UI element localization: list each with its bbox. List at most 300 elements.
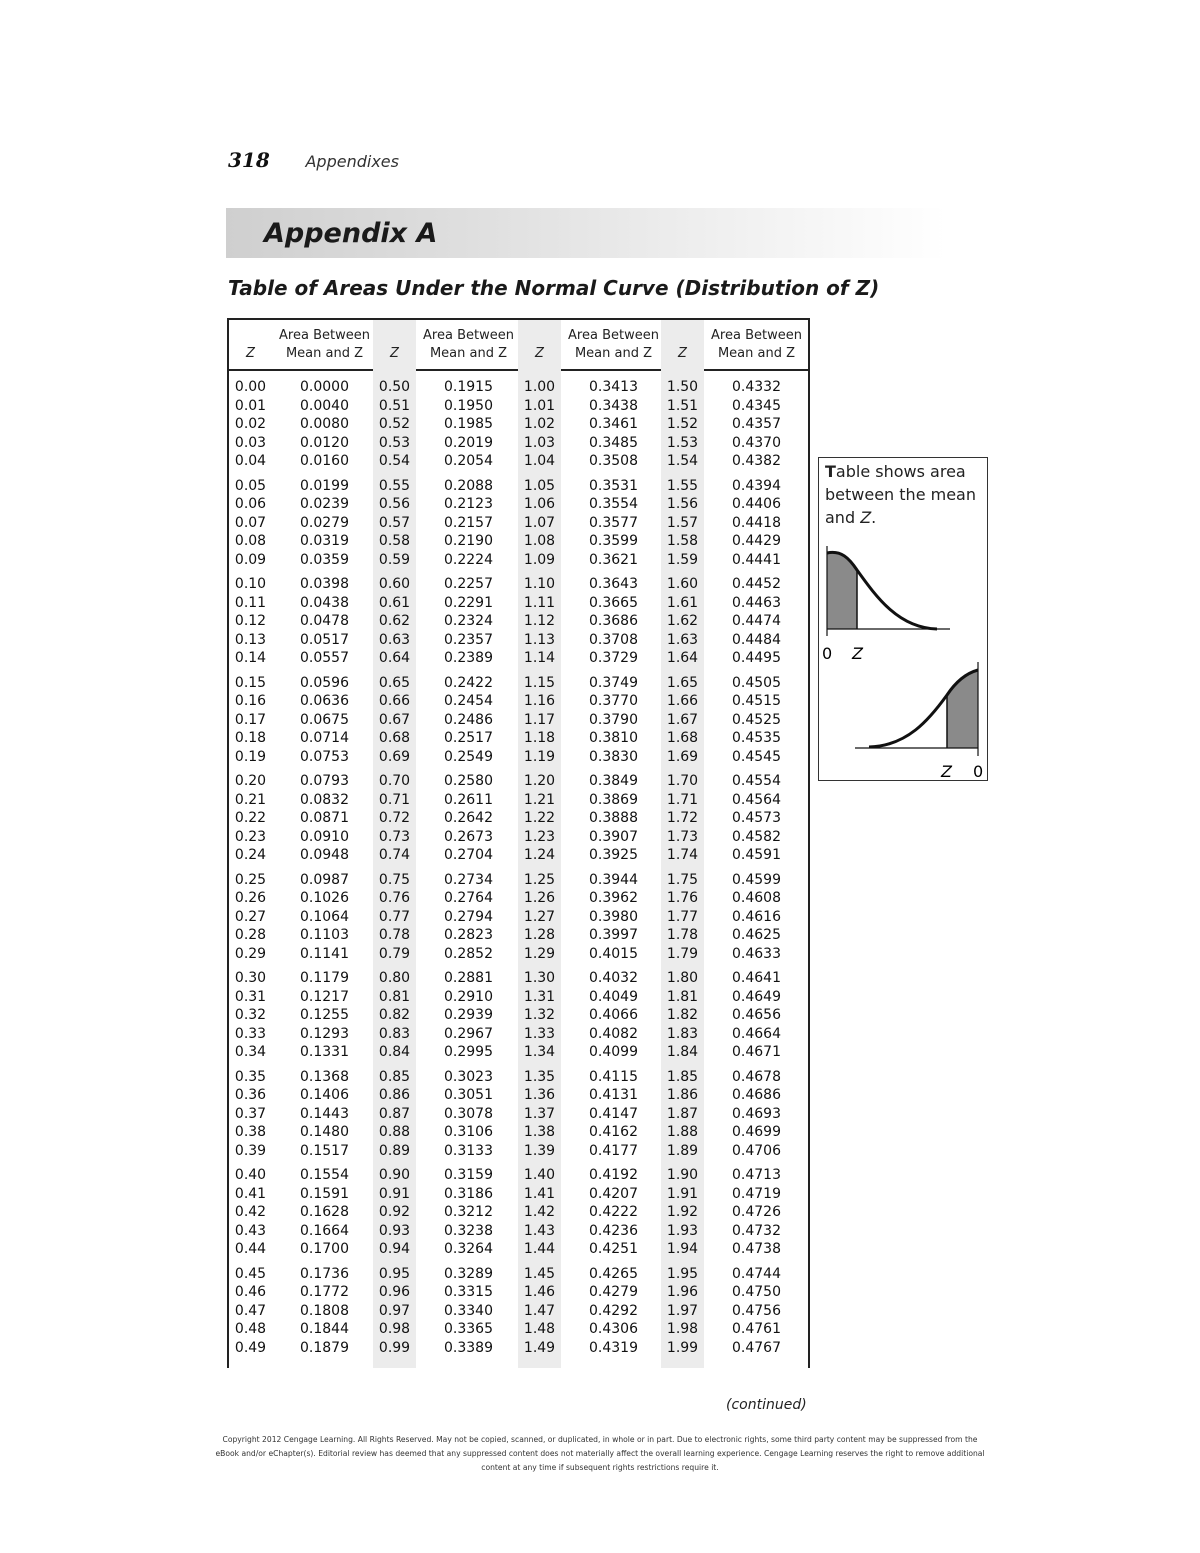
z-value: 1.07 xyxy=(523,514,556,531)
z-value: 1.87 xyxy=(666,1105,699,1122)
z-value: 1.40 xyxy=(523,1167,556,1183)
area-value: 0.1700 xyxy=(300,1241,349,1258)
caption-end: . xyxy=(871,508,877,527)
z-value: 1.05 xyxy=(523,477,556,494)
z-value: 1.16 xyxy=(523,693,556,710)
z-value: 1.77 xyxy=(666,908,699,925)
z-value: 0.65 xyxy=(378,674,411,691)
area-value: 0.4049 xyxy=(589,988,638,1005)
area-value: 0.1406 xyxy=(300,1087,349,1104)
fig2-label-z: Z xyxy=(941,762,952,780)
area-value: 0.4713 xyxy=(732,1167,781,1183)
caption-initial: T xyxy=(825,462,836,481)
z-value: 1.48 xyxy=(523,1321,556,1338)
z-value: 0.50 xyxy=(378,379,411,395)
table-row xyxy=(229,453,808,472)
header-area-line1: Area Between xyxy=(423,328,514,343)
table-row xyxy=(229,989,808,1008)
header-area-line2: Mean and Z xyxy=(717,346,796,361)
table-row xyxy=(229,552,808,571)
area-value: 0.1554 xyxy=(300,1167,349,1183)
z-value: 1.13 xyxy=(523,631,556,648)
z-value: 1.80 xyxy=(666,970,699,986)
z-value: 1.43 xyxy=(523,1222,556,1239)
z-value: 0.93 xyxy=(378,1222,411,1239)
area-value: 0.1141 xyxy=(300,945,349,962)
area-value: 0.3599 xyxy=(589,533,638,550)
z-value: 0.87 xyxy=(378,1105,411,1122)
area-value: 0.4767 xyxy=(732,1339,781,1356)
area-value: 0.4664 xyxy=(732,1025,781,1042)
area-value: 0.1950 xyxy=(444,397,493,414)
area-value: 0.4406 xyxy=(732,496,781,513)
z-value: 1.68 xyxy=(666,730,699,747)
table-row xyxy=(229,909,808,928)
z-value: 0.96 xyxy=(378,1284,411,1301)
area-value: 0.2734 xyxy=(444,871,493,888)
header-area-line1: Area Between xyxy=(568,328,659,343)
z-value: 1.44 xyxy=(523,1241,556,1258)
area-value: 0.4332 xyxy=(732,379,781,395)
z-value: 1.30 xyxy=(523,970,556,986)
z-value: 0.69 xyxy=(378,748,411,765)
area-value: 0.0557 xyxy=(300,650,349,667)
z-value: 1.65 xyxy=(666,674,699,691)
z-value: 0.16 xyxy=(234,693,267,710)
area-value: 0.1879 xyxy=(300,1339,349,1356)
running-head-section: Appendixes xyxy=(305,152,399,171)
table-row xyxy=(229,693,808,712)
area-value: 0.4678 xyxy=(732,1068,781,1085)
area-value: 0.4726 xyxy=(732,1204,781,1221)
area-value: 0.4463 xyxy=(732,594,781,611)
area-value: 0.4699 xyxy=(732,1124,781,1141)
area-value: 0.3554 xyxy=(589,496,638,513)
z-value: 0.57 xyxy=(378,514,411,531)
z-value: 0.82 xyxy=(378,1007,411,1024)
area-value: 0.4251 xyxy=(589,1241,638,1258)
area-value: 0.4192 xyxy=(589,1167,638,1183)
area-value: 0.1179 xyxy=(300,970,349,986)
z-value: 1.82 xyxy=(666,1007,699,1024)
z-value: 1.01 xyxy=(523,397,556,414)
area-value: 0.4719 xyxy=(732,1185,781,1202)
z-value: 0.43 xyxy=(234,1222,267,1239)
area-value: 0.0438 xyxy=(300,594,349,611)
z-value: 1.35 xyxy=(523,1068,556,1085)
z-value: 1.53 xyxy=(666,434,699,451)
area-value: 0.3461 xyxy=(589,416,638,433)
area-value: 0.2995 xyxy=(444,1044,493,1061)
fig1-label-z: Z xyxy=(852,644,863,663)
z-value: 1.47 xyxy=(523,1302,556,1319)
z-value: 0.15 xyxy=(234,674,267,691)
area-value: 0.4744 xyxy=(732,1265,781,1282)
z-value: 1.37 xyxy=(523,1105,556,1122)
area-value: 0.4686 xyxy=(732,1087,781,1104)
z-value: 0.05 xyxy=(234,477,267,494)
area-value: 0.4591 xyxy=(732,847,781,864)
shaded-area-z-to-0 xyxy=(947,670,978,748)
area-value: 0.4649 xyxy=(732,988,781,1005)
area-value: 0.0120 xyxy=(300,434,349,451)
area-value: 0.0636 xyxy=(300,693,349,710)
z-value: 0.31 xyxy=(234,988,267,1005)
area-value: 0.4082 xyxy=(589,1025,638,1042)
area-value: 0.2019 xyxy=(444,434,493,451)
area-value: 0.0948 xyxy=(300,847,349,864)
area-value: 0.4370 xyxy=(732,434,781,451)
z-value: 0.68 xyxy=(378,730,411,747)
area-value: 0.1591 xyxy=(300,1185,349,1202)
area-value: 0.0832 xyxy=(300,791,349,808)
z-value: 0.22 xyxy=(234,810,267,827)
area-value: 0.2486 xyxy=(444,711,493,728)
area-value: 0.4236 xyxy=(589,1222,638,1239)
area-value: 0.3133 xyxy=(444,1142,493,1159)
z-value: 0.91 xyxy=(378,1185,411,1202)
area-value: 0.1736 xyxy=(300,1265,349,1282)
area-value: 0.3944 xyxy=(589,871,638,888)
fig1-label-zero: 0 xyxy=(822,644,833,663)
header-area-line2: Mean and Z xyxy=(574,346,653,361)
z-value: 0.04 xyxy=(234,453,267,470)
area-value: 0.4535 xyxy=(732,730,781,747)
z-value: 1.08 xyxy=(523,533,556,550)
page-number: 318 xyxy=(228,148,270,172)
z-value: 0.97 xyxy=(378,1302,411,1319)
area-value: 0.2764 xyxy=(444,890,493,907)
area-value: 0.4582 xyxy=(732,828,781,845)
area-value: 0.4382 xyxy=(732,453,781,470)
area-value: 0.4177 xyxy=(589,1142,638,1159)
z-value: 1.52 xyxy=(666,416,699,433)
table-row xyxy=(229,1087,808,1106)
area-value: 0.2157 xyxy=(444,514,493,531)
area-value: 0.0000 xyxy=(300,379,349,395)
z-value: 1.78 xyxy=(666,927,699,944)
z-value: 0.35 xyxy=(234,1068,267,1085)
table-row xyxy=(229,847,808,866)
table-row xyxy=(229,810,808,829)
z-value: 0.48 xyxy=(234,1321,267,1338)
area-value: 0.4032 xyxy=(589,970,638,986)
table-row xyxy=(229,1026,808,1045)
area-value: 0.4162 xyxy=(589,1124,638,1141)
z-value: 0.83 xyxy=(378,1025,411,1042)
z-value: 1.93 xyxy=(666,1222,699,1239)
z-value: 0.36 xyxy=(234,1087,267,1104)
header-area-line2: Mean and Z xyxy=(429,346,508,361)
z-value: 1.86 xyxy=(666,1087,699,1104)
z-value: 0.85 xyxy=(378,1068,411,1085)
table-row xyxy=(229,1303,808,1322)
area-value: 0.4495 xyxy=(732,650,781,667)
header-z: Z xyxy=(390,346,399,361)
table-row xyxy=(229,872,808,891)
copyright-line: Copyright 2012 Cengage Learning. All Rights Reserved. May not be copied, scanned, or duplicated, in whole or in part. Due to electronic rights, some third party content may be suppressed from the xyxy=(222,1435,978,1444)
header-area xyxy=(566,327,661,363)
area-value: 0.2357 xyxy=(444,631,493,648)
area-value: 0.2823 xyxy=(444,927,493,944)
area-value: 0.4505 xyxy=(732,674,781,691)
area-value: 0.2939 xyxy=(444,1007,493,1024)
area-value: 0.3770 xyxy=(589,693,638,710)
z-value: 0.99 xyxy=(378,1339,411,1356)
appendix-title: Appendix A xyxy=(264,218,438,249)
z-value: 0.41 xyxy=(234,1185,267,1202)
z-value: 1.71 xyxy=(666,791,699,808)
area-value: 0.1217 xyxy=(300,988,349,1005)
z-value: 0.49 xyxy=(234,1339,267,1356)
area-value: 0.4265 xyxy=(589,1265,638,1282)
area-value: 0.4015 xyxy=(589,945,638,962)
z-value: 1.33 xyxy=(523,1025,556,1042)
z-value: 0.30 xyxy=(234,970,267,986)
table-row xyxy=(229,398,808,417)
z-value: 1.31 xyxy=(523,988,556,1005)
area-value: 0.4761 xyxy=(732,1321,781,1338)
z-value: 1.54 xyxy=(666,453,699,470)
z-value: 0.58 xyxy=(378,533,411,550)
z-value: 0.10 xyxy=(234,576,267,592)
area-value: 0.2224 xyxy=(444,551,493,568)
area-value: 0.3810 xyxy=(589,730,638,747)
z-value: 1.15 xyxy=(523,674,556,691)
z-value: 1.84 xyxy=(666,1044,699,1061)
z-value: 0.02 xyxy=(234,416,267,433)
area-value: 0.0080 xyxy=(300,416,349,433)
area-value: 0.3238 xyxy=(444,1222,493,1239)
z-value: 0.55 xyxy=(378,477,411,494)
area-value: 0.1628 xyxy=(300,1204,349,1221)
area-value: 0.3665 xyxy=(589,594,638,611)
area-value: 0.0359 xyxy=(300,551,349,568)
area-value: 0.4222 xyxy=(589,1204,638,1221)
table-row xyxy=(229,773,808,792)
z-value: 1.98 xyxy=(666,1321,699,1338)
area-value: 0.3686 xyxy=(589,613,638,630)
table-row xyxy=(229,650,808,669)
continued-note: (continued) xyxy=(726,1397,807,1413)
area-value: 0.4484 xyxy=(732,631,781,648)
z-value: 1.50 xyxy=(666,379,699,395)
z-value: 0.53 xyxy=(378,434,411,451)
z-value: 1.19 xyxy=(523,748,556,765)
z-value: 0.27 xyxy=(234,908,267,925)
area-value: 0.4608 xyxy=(732,890,781,907)
z-value: 1.97 xyxy=(666,1302,699,1319)
z-value: 0.39 xyxy=(234,1142,267,1159)
area-value: 0.4319 xyxy=(589,1339,638,1356)
area-value: 0.4545 xyxy=(732,748,781,765)
area-value: 0.2422 xyxy=(444,674,493,691)
z-value: 1.04 xyxy=(523,453,556,470)
table-row xyxy=(229,1167,808,1186)
z-value: 0.56 xyxy=(378,496,411,513)
area-value: 0.2673 xyxy=(444,828,493,845)
z-value: 0.09 xyxy=(234,551,267,568)
area-value: 0.4750 xyxy=(732,1284,781,1301)
area-value: 0.1331 xyxy=(300,1044,349,1061)
z-value: 1.63 xyxy=(666,631,699,648)
area-value: 0.3289 xyxy=(444,1265,493,1282)
z-value: 0.21 xyxy=(234,791,267,808)
area-value: 0.4515 xyxy=(732,693,781,710)
z-value: 0.24 xyxy=(234,847,267,864)
table-row xyxy=(229,435,808,454)
z-value: 1.62 xyxy=(666,613,699,630)
area-value: 0.1772 xyxy=(300,1284,349,1301)
table-row xyxy=(229,1204,808,1223)
area-value: 0.0793 xyxy=(300,773,349,789)
z-value: 1.39 xyxy=(523,1142,556,1159)
z-value: 1.02 xyxy=(523,416,556,433)
z-value: 1.91 xyxy=(666,1185,699,1202)
area-value: 0.1026 xyxy=(300,890,349,907)
area-value: 0.4525 xyxy=(732,711,781,728)
z-value: 1.89 xyxy=(666,1142,699,1159)
z-value: 1.55 xyxy=(666,477,699,494)
area-value: 0.2454 xyxy=(444,693,493,710)
area-value: 0.4279 xyxy=(589,1284,638,1301)
area-value: 0.2611 xyxy=(444,791,493,808)
area-value: 0.3790 xyxy=(589,711,638,728)
area-value: 0.0753 xyxy=(300,748,349,765)
z-value: 0.42 xyxy=(234,1204,267,1221)
area-value: 0.2257 xyxy=(444,576,493,592)
z-value: 0.46 xyxy=(234,1284,267,1301)
area-value: 0.4573 xyxy=(732,810,781,827)
area-value: 0.3621 xyxy=(589,551,638,568)
area-value: 0.1443 xyxy=(300,1105,349,1122)
table-row xyxy=(229,613,808,632)
z-value: 0.74 xyxy=(378,847,411,864)
z-value: 0.73 xyxy=(378,828,411,845)
area-value: 0.2088 xyxy=(444,477,493,494)
z-value: 0.61 xyxy=(378,594,411,611)
table-row xyxy=(229,1241,808,1260)
area-value: 0.4115 xyxy=(589,1068,638,1085)
table-row xyxy=(229,1143,808,1162)
z-value: 0.40 xyxy=(234,1167,267,1183)
z-value: 0.20 xyxy=(234,773,267,789)
area-value: 0.0478 xyxy=(300,613,349,630)
area-value: 0.2642 xyxy=(444,810,493,827)
area-value: 0.0319 xyxy=(300,533,349,550)
area-value: 0.0160 xyxy=(300,453,349,470)
z-value: 0.94 xyxy=(378,1241,411,1258)
table-row xyxy=(229,1223,808,1242)
z-value: 1.76 xyxy=(666,890,699,907)
z-value: 0.54 xyxy=(378,453,411,470)
normal-curve-sidebar xyxy=(818,457,988,781)
table-row xyxy=(229,946,808,965)
z-value: 1.85 xyxy=(666,1068,699,1085)
table-row xyxy=(229,1106,808,1125)
header-area-line1: Area Between xyxy=(711,328,802,343)
z-value: 0.77 xyxy=(378,908,411,925)
z-value: 0.29 xyxy=(234,945,267,962)
table-row xyxy=(229,595,808,614)
z-value: 1.18 xyxy=(523,730,556,747)
z-value: 0.25 xyxy=(234,871,267,888)
area-value: 0.4693 xyxy=(732,1105,781,1122)
area-value: 0.4441 xyxy=(732,551,781,568)
area-value: 0.3643 xyxy=(589,576,638,592)
area-value: 0.4306 xyxy=(589,1321,638,1338)
header-area xyxy=(421,327,516,363)
area-value: 0.3078 xyxy=(444,1105,493,1122)
area-value: 0.1664 xyxy=(300,1222,349,1239)
z-value: 0.17 xyxy=(234,711,267,728)
area-value: 0.0714 xyxy=(300,730,349,747)
z-value: 0.52 xyxy=(378,416,411,433)
area-value: 0.3106 xyxy=(444,1124,493,1141)
z-value: 0.14 xyxy=(234,650,267,667)
z-value: 0.86 xyxy=(378,1087,411,1104)
z-value: 0.18 xyxy=(234,730,267,747)
table-row xyxy=(229,1340,808,1359)
z-value: 0.80 xyxy=(378,970,411,986)
z-value: 1.67 xyxy=(666,711,699,728)
z-value: 1.20 xyxy=(523,773,556,789)
z-value: 0.88 xyxy=(378,1124,411,1141)
z-value: 1.56 xyxy=(666,496,699,513)
area-value: 0.0239 xyxy=(300,496,349,513)
running-head xyxy=(228,148,399,172)
table-title: Table of Areas Under the Normal Curve (Distribution of Z) xyxy=(228,276,880,300)
z-value: 1.17 xyxy=(523,711,556,728)
z-value: 1.36 xyxy=(523,1087,556,1104)
area-value: 0.2054 xyxy=(444,453,493,470)
area-value: 0.2324 xyxy=(444,613,493,630)
area-value: 0.3365 xyxy=(444,1321,493,1338)
z-value: 1.10 xyxy=(523,576,556,592)
area-value: 0.1293 xyxy=(300,1025,349,1042)
table-row xyxy=(229,1007,808,1026)
z-value: 0.98 xyxy=(378,1321,411,1338)
z-value: 0.19 xyxy=(234,748,267,765)
z-value: 0.44 xyxy=(234,1241,267,1258)
area-value: 0.4207 xyxy=(589,1185,638,1202)
table-row xyxy=(229,379,808,398)
area-value: 0.2910 xyxy=(444,988,493,1005)
area-value: 0.1480 xyxy=(300,1124,349,1141)
z-value: 1.12 xyxy=(523,613,556,630)
z-value: 0.37 xyxy=(234,1105,267,1122)
z-value: 0.45 xyxy=(234,1265,267,1282)
area-value: 0.4474 xyxy=(732,613,781,630)
area-value: 0.2852 xyxy=(444,945,493,962)
area-value: 0.1064 xyxy=(300,908,349,925)
area-value: 0.4641 xyxy=(732,970,781,986)
z-value: 1.83 xyxy=(666,1025,699,1042)
area-value: 0.0675 xyxy=(300,711,349,728)
z-value: 1.34 xyxy=(523,1044,556,1061)
z-value: 0.79 xyxy=(378,945,411,962)
area-value: 0.4706 xyxy=(732,1142,781,1159)
area-value: 0.4564 xyxy=(732,791,781,808)
area-value: 0.4633 xyxy=(732,945,781,962)
z-value: 0.84 xyxy=(378,1044,411,1061)
z-value: 0.90 xyxy=(378,1167,411,1183)
table-row xyxy=(229,890,808,909)
z-value: 0.28 xyxy=(234,927,267,944)
table-row xyxy=(229,792,808,811)
area-value: 0.4756 xyxy=(732,1302,781,1319)
area-value: 0.3749 xyxy=(589,674,638,691)
